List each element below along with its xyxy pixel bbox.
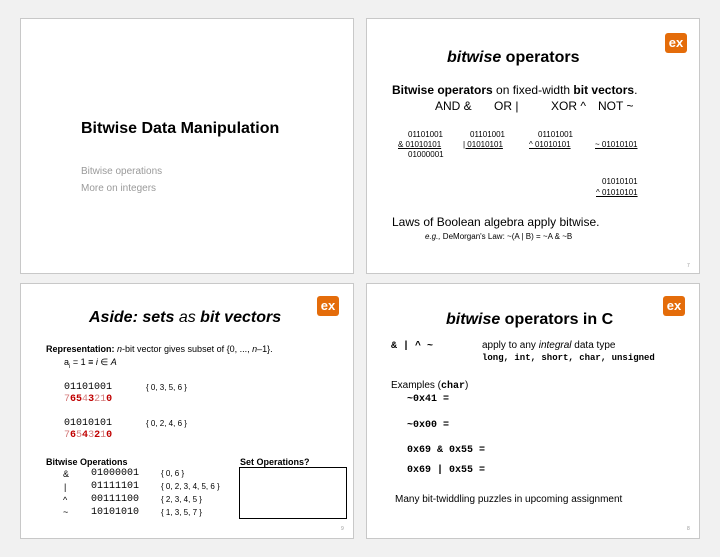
exercise-badge: ex — [665, 33, 687, 53]
bit-index-row — [64, 394, 112, 405]
set: { 0, 2, 4, 6 } — [146, 419, 187, 428]
example-expr: 0x69 & 0x55 = — [407, 445, 486, 456]
operand: ^ 01010101 — [529, 140, 571, 149]
intro-strong: Bitwise operators — [392, 83, 493, 97]
exercise-badge: ex — [663, 296, 685, 316]
idx: 1 — [100, 430, 107, 441]
bit-vector: 01101001 — [64, 382, 113, 393]
op-symbol: | — [64, 482, 67, 492]
heading-rest: operators — [501, 49, 580, 66]
op-set: { 1, 3, 5, 7 } — [161, 508, 202, 517]
slide-title — [20, 18, 354, 274]
ops-heading: Bitwise Operations — [46, 457, 128, 467]
apply-text — [482, 340, 615, 351]
slide-bitwise-operators — [366, 18, 700, 274]
rep-n: n — [114, 344, 123, 354]
op-bits: 01111101 — [91, 481, 140, 492]
idx-member: 0 — [106, 394, 113, 405]
demorgan-text — [425, 232, 572, 241]
rep-n: n — [252, 344, 258, 354]
page-number: 8 — [687, 526, 690, 532]
op-label: AND & — [435, 99, 472, 113]
ai: a — [64, 357, 70, 367]
slide-heading — [446, 311, 613, 329]
example-expr: 0x69 | 0x55 = — [407, 465, 486, 476]
op-label: NOT ~ — [598, 99, 634, 113]
ex-type: char — [441, 381, 466, 392]
idx-member: 5 — [76, 394, 83, 405]
slide-bitwise-operators-in-c — [366, 283, 700, 539]
apply-a: apply to any — [482, 340, 539, 351]
exercise-badge: ex — [317, 296, 339, 316]
rep-label: Representation: — [46, 344, 115, 354]
op-set: { 0, 2, 3, 4, 5, 6 } — [161, 482, 220, 491]
topic-item: More on integers — [81, 183, 157, 194]
page-number: 7 — [687, 263, 690, 269]
idx: 4 — [82, 394, 89, 405]
operand: 01101001 — [408, 130, 443, 139]
heading-em: bitwise — [447, 49, 502, 66]
apply-em: integral — [538, 340, 572, 351]
apply-c: data type — [571, 340, 616, 351]
idx: 7 — [64, 430, 71, 441]
rep-text: -bit vector gives subset of {0, ..., — [122, 344, 253, 354]
idx: 7 — [64, 394, 71, 405]
slide-heading — [447, 49, 579, 67]
set: { 0, 3, 5, 6 } — [146, 383, 187, 392]
operand: ^ 01010101 — [596, 188, 638, 197]
idx: 1 — [100, 394, 107, 405]
op-label: XOR ^ — [551, 99, 586, 113]
intro-text: . — [634, 83, 638, 97]
op-label: OR | — [494, 99, 519, 113]
op-bits: 01000001 — [91, 468, 140, 479]
slide-title-heading: Bitwise Data Manipulation — [81, 120, 280, 137]
intro-strong: bit vectors — [573, 83, 635, 97]
ai-text: ∈ — [97, 357, 111, 367]
ai-set: A — [110, 357, 117, 367]
slide-sets-as-bit-vectors — [20, 283, 354, 539]
op-bits: 10101010 — [91, 507, 140, 518]
heading-rest: operators in C — [500, 311, 614, 328]
idx-member: 2 — [94, 430, 101, 441]
example-expr: ~0x00 = — [407, 420, 450, 431]
idx-member: 3 — [88, 394, 95, 405]
representation-line — [46, 344, 273, 354]
page-number: 9 — [341, 526, 344, 532]
example-expr: ~0x41 = — [407, 394, 450, 405]
heading-em: Aside: sets — [89, 309, 175, 326]
intro-text: on fixed-width — [492, 83, 574, 97]
heading-em: bit vectors — [200, 309, 282, 326]
operand: ~ 01010101 — [595, 140, 638, 149]
examples-label — [391, 380, 468, 392]
op-set: { 0, 6 } — [161, 469, 185, 478]
op-symbol: & — [63, 469, 70, 479]
slide-heading — [89, 309, 281, 327]
intro-line — [392, 83, 637, 97]
bit-vector: 01010101 — [64, 418, 113, 429]
idx: 3 — [88, 430, 95, 441]
idx: 2 — [94, 394, 101, 405]
laws-text: Laws of Boolean algebra apply bitwise. — [392, 215, 600, 229]
ex-c: ) — [465, 380, 469, 391]
heading-em: bitwise — [446, 311, 501, 328]
rep-text: –1}. — [257, 344, 273, 354]
puzzles-note: Many bit-twiddling puzzles in upcoming assignment — [395, 494, 623, 505]
idx-member: 6 — [70, 430, 77, 441]
result: 01000001 — [408, 150, 444, 159]
idx-member: 4 — [82, 430, 89, 441]
operand: | 01010101 — [463, 140, 503, 149]
operand: 01101001 — [538, 130, 573, 139]
operand: 01101001 — [470, 130, 505, 139]
op-set: { 2, 3, 4, 5 } — [161, 495, 202, 504]
ai-sub: i — [69, 363, 71, 370]
demorgan-law: DeMorgan's Law: ~(A | B) = ~A & ~B — [440, 232, 573, 241]
heading-as: as — [174, 309, 201, 326]
c-types: long, int, short, char, unsigned — [482, 353, 655, 363]
membership-line — [64, 357, 117, 370]
idx: 5 — [76, 430, 83, 441]
c-operators: & | ^ ~ — [391, 341, 434, 352]
operand: & 01010101 — [398, 140, 442, 149]
set-ops-answer-box — [239, 467, 347, 519]
ai-i: i — [95, 357, 98, 367]
op-symbol: ^ — [63, 495, 68, 505]
idx-member: 6 — [70, 394, 77, 405]
ex-a: Examples ( — [391, 380, 442, 391]
operand: 01010101 — [602, 177, 638, 186]
idx-member: 0 — [106, 430, 113, 441]
ai-text: = 1 ≡ — [70, 357, 96, 367]
op-symbol: ~ — [63, 507, 69, 517]
topic-item: Bitwise operations — [81, 166, 163, 177]
op-bits: 00111100 — [91, 494, 140, 505]
eg: e.g., — [425, 232, 441, 241]
bit-index-row — [64, 430, 112, 441]
set-ops-heading: Set Operations? — [240, 457, 310, 467]
